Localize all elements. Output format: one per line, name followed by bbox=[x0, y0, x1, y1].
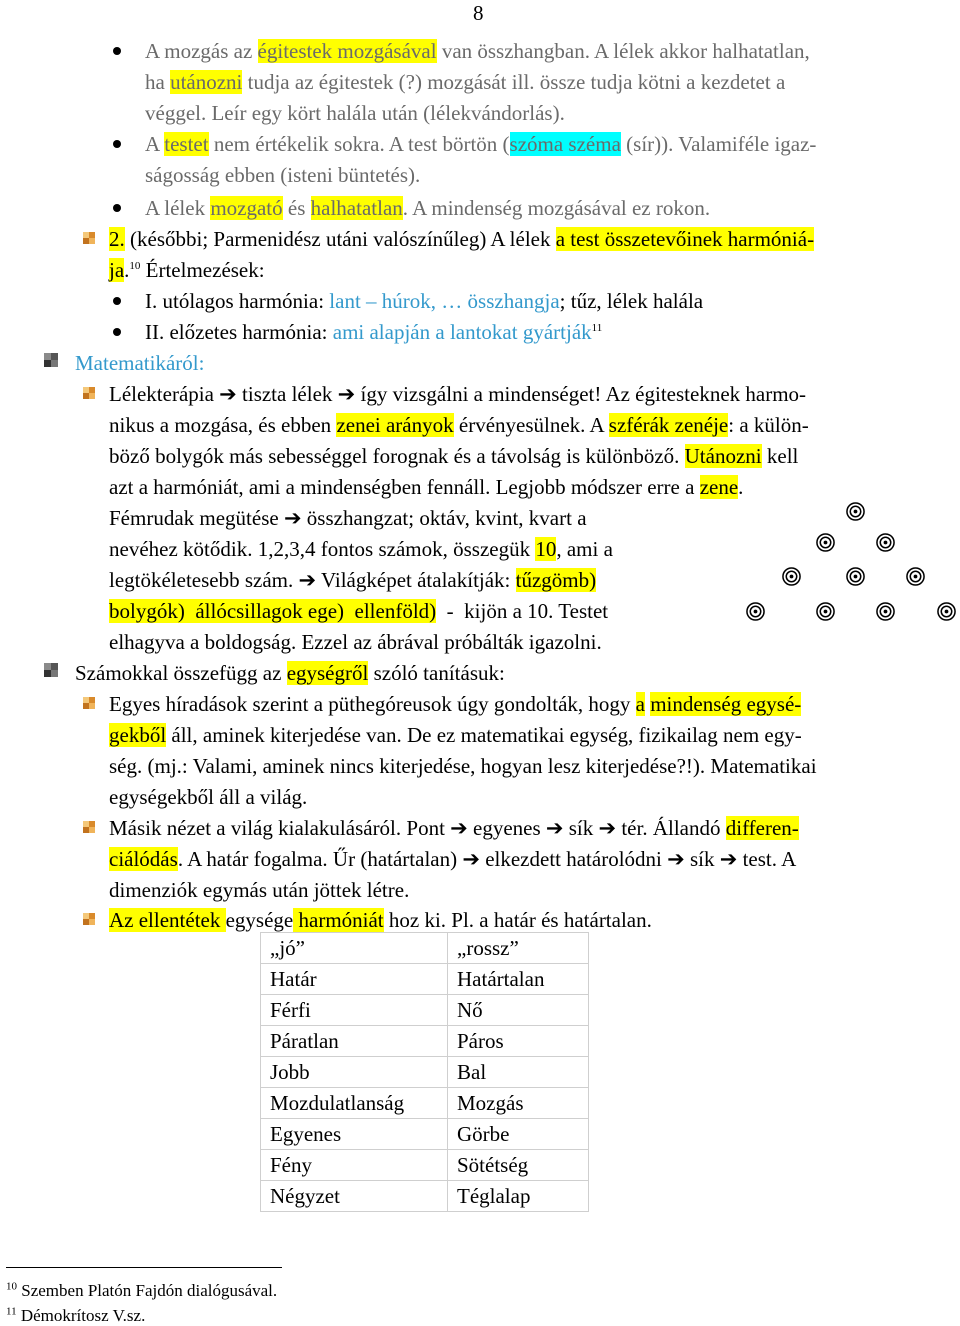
text-segment: . A határ fogalma. Űr (határtalan) ➔ elkezdett határolódni ➔ sík ➔ test. A bbox=[177, 847, 797, 871]
text-segment: halhatatlan bbox=[310, 196, 403, 220]
text-segment: véggel. Leír egy kört halála után (lélekvándorlás). bbox=[145, 101, 565, 125]
table-cell: Fény bbox=[261, 1150, 448, 1181]
text-segment: egysége bbox=[225, 908, 294, 932]
text-segment: böző bolygók más sebességgel forognak és a távolság is különböző. bbox=[109, 444, 685, 468]
footnote-11 bbox=[6, 1306, 145, 1326]
text-segment: és bbox=[282, 196, 311, 220]
square-bullet-icon bbox=[83, 913, 95, 925]
text-segment: áll, aminek kiterjedése van. De ez matematikai egység, fizikailag nem egy- bbox=[166, 723, 802, 747]
text-segment: mozgató bbox=[210, 196, 283, 220]
table-cell: Egyenes bbox=[261, 1119, 448, 1150]
text-segment: gekből bbox=[109, 723, 167, 747]
text-line bbox=[109, 412, 809, 438]
text-segment: ha bbox=[145, 70, 171, 94]
text-segment: zenei arányok bbox=[336, 413, 454, 437]
table-row bbox=[261, 1026, 589, 1057]
table-cell: Görbe bbox=[448, 1119, 589, 1150]
text-segment: nem értékelik sokra. A test börtön ( bbox=[208, 132, 510, 156]
text-segment: azt a harmóniát, ami a mindenségben fennáll. Legjobb módszer erre a bbox=[109, 475, 700, 499]
text-segment: bolygók) állócsillagok ege) ellenföld) bbox=[109, 599, 437, 623]
text-segment: a test összetevőinek harmóniá- bbox=[555, 227, 815, 251]
round-bullet-icon bbox=[113, 297, 121, 305]
text-line bbox=[109, 257, 265, 283]
opposites-table bbox=[260, 932, 589, 1212]
text-segment: testet bbox=[164, 132, 209, 156]
text-segment: érvényesülnek. A bbox=[453, 413, 609, 437]
concentric-circle-icon bbox=[846, 567, 865, 586]
footnote-ref: 10 bbox=[129, 260, 141, 272]
footnote-separator bbox=[6, 1267, 282, 1268]
table-cell: Nő bbox=[448, 995, 589, 1026]
text-line bbox=[109, 815, 799, 841]
concentric-circle-icon bbox=[937, 602, 956, 621]
table-cell: Jobb bbox=[261, 1057, 448, 1088]
text-line bbox=[109, 598, 608, 624]
text-segment: van összhangban. A lélek akkor halhatatlan, bbox=[436, 39, 810, 63]
text-line bbox=[75, 350, 204, 376]
text-line bbox=[145, 69, 785, 95]
text-segment: zene bbox=[699, 475, 739, 499]
text-line bbox=[145, 319, 602, 345]
text-segment: tudja az égitestek (?) mozgását ill. össze tudja kötni a kezdetet a bbox=[242, 70, 786, 94]
text-line bbox=[109, 784, 307, 810]
text-segment: szférák zenéje bbox=[608, 413, 729, 437]
footnote-text: Démokrítosz V.sz. bbox=[16, 1306, 146, 1325]
concentric-circle-icon bbox=[746, 602, 765, 621]
table-row bbox=[261, 1088, 589, 1119]
table-cell: Páratlan bbox=[261, 1026, 448, 1057]
table-row bbox=[261, 1057, 589, 1088]
text-segment: : a külön- bbox=[728, 413, 809, 437]
concentric-circle-icon bbox=[782, 567, 801, 586]
text-segment: 10 bbox=[535, 537, 557, 561]
concentric-circle-icon bbox=[816, 602, 835, 621]
footnote-number: 11 bbox=[6, 1305, 17, 1318]
round-bullet-icon bbox=[113, 204, 121, 212]
text-segment: szóló tanításuk: bbox=[368, 661, 505, 685]
square-bullet-icon bbox=[83, 232, 95, 244]
text-segment: égitestek mozgásával bbox=[257, 39, 437, 63]
text-segment: ség. (mj.: Valami, aminek nincs kiterjedése, hogyan lesz kiterjedése?!). Matematikai bbox=[109, 754, 817, 778]
table-cell: Mozgás bbox=[448, 1088, 589, 1119]
text-segment: Másik nézet a világ kialakulásáról. Pont ➔ egyenes ➔ sík ➔ tér. Állandó bbox=[109, 816, 726, 840]
text-segment: A lélek bbox=[145, 196, 211, 220]
text-segment: szóma széma bbox=[509, 132, 621, 156]
text-segment: utánozni bbox=[170, 70, 243, 94]
text-segment: . bbox=[738, 475, 744, 499]
concentric-circle-icon bbox=[906, 567, 925, 586]
square-bullet-icon bbox=[83, 697, 95, 709]
text-segment: (sír)). Valamiféle igaz- bbox=[620, 132, 817, 156]
table-cell: Téglalap bbox=[448, 1181, 589, 1212]
text-segment: nevéhez kötődik. 1,2,3,4 fontos számok, összegük bbox=[109, 537, 536, 561]
table-header-row bbox=[261, 933, 589, 964]
text-segment: lant – húrok, … összhangja bbox=[329, 289, 560, 313]
text-line bbox=[145, 100, 565, 126]
text-segment: A mozgás az bbox=[145, 39, 258, 63]
table-cell: Bal bbox=[448, 1057, 589, 1088]
text-segment: , ami a bbox=[556, 537, 613, 561]
text-segment: . A mindenség mozgásával ez rokon. bbox=[402, 196, 711, 220]
text-line bbox=[145, 288, 703, 314]
round-bullet-icon bbox=[113, 47, 121, 55]
text-segment: 2. bbox=[109, 227, 125, 251]
table-cell: „rossz” bbox=[448, 933, 589, 964]
table-cell: Páros bbox=[448, 1026, 589, 1057]
text-segment: Fémrudak megütése ➔ összhangzat; oktáv, kvint, kvart a bbox=[109, 506, 587, 530]
table-cell: Férfi bbox=[261, 995, 448, 1026]
text-segment: ; tűz, lélek halála bbox=[559, 289, 704, 313]
text-segment: Matematikáról: bbox=[75, 351, 205, 375]
text-line bbox=[109, 877, 409, 903]
footnote-ref: 11 bbox=[591, 322, 603, 334]
text-segment: kell bbox=[761, 444, 799, 468]
text-segment: egységekből áll a világ. bbox=[109, 785, 308, 809]
text-segment: Az ellentétek bbox=[109, 908, 226, 932]
text-line bbox=[109, 907, 652, 933]
table-row bbox=[261, 1181, 589, 1212]
concentric-circle-icon bbox=[846, 502, 865, 521]
text-segment: harmóniát bbox=[293, 908, 384, 932]
round-bullet-icon bbox=[113, 140, 121, 148]
table-row bbox=[261, 1150, 589, 1181]
text-segment: mindenség egysé- bbox=[650, 692, 802, 716]
text-segment: a bbox=[635, 692, 645, 716]
text-line bbox=[145, 195, 710, 221]
text-line bbox=[109, 753, 817, 779]
text-segment: Utánozni bbox=[684, 444, 762, 468]
table-cell: Négyzet bbox=[261, 1181, 448, 1212]
text-segment: A bbox=[145, 132, 165, 156]
text-segment: dimenziók egymás után jöttek létre. bbox=[109, 878, 410, 902]
text-line bbox=[109, 226, 814, 252]
text-line bbox=[109, 474, 743, 500]
table-cell: Határtalan bbox=[448, 964, 589, 995]
text-segment: ciálódás bbox=[109, 847, 178, 871]
text-segment: egységről bbox=[286, 661, 369, 685]
text-segment: II. előzetes harmónia: bbox=[145, 320, 333, 344]
text-line bbox=[109, 381, 806, 407]
footnote-10 bbox=[6, 1281, 277, 1301]
square-bullet-icon bbox=[44, 353, 58, 367]
text-line bbox=[145, 131, 816, 157]
table-row bbox=[261, 964, 589, 995]
page-number: 8 bbox=[473, 1, 484, 25]
text-segment: Egyes híradások szerint a püthegóreusok úgy gondolták, hogy bbox=[109, 692, 636, 716]
text-segment: tűzgömb) bbox=[515, 568, 597, 592]
concentric-circle-icon bbox=[816, 533, 835, 552]
square-bullet-icon bbox=[83, 821, 95, 833]
text-line bbox=[109, 691, 801, 717]
text-line bbox=[109, 536, 613, 562]
square-bullet-icon bbox=[83, 387, 95, 399]
text-segment: differen- bbox=[725, 816, 799, 840]
table-cell: „jó” bbox=[261, 933, 448, 964]
text-segment: ami alapján a lantokat gyártják bbox=[332, 320, 592, 344]
text-segment: Számokkal összefügg az bbox=[75, 661, 287, 685]
footnote-text: Szemben Platón Fajdón dialógusával. bbox=[17, 1281, 278, 1300]
text-segment: I. utólagos harmónia: bbox=[145, 289, 330, 313]
text-line bbox=[145, 162, 420, 188]
concentric-circle-icon bbox=[876, 602, 895, 621]
table-row bbox=[261, 1119, 589, 1150]
text-line bbox=[109, 443, 798, 469]
text-segment: - kijön a 10. Testet bbox=[436, 599, 609, 623]
text-segment: (későbbi; Parmenidész utáni valószínűleg) A lélek bbox=[124, 227, 556, 251]
text-segment: elhagyva a boldogság. Ezzel az ábrával próbálták igazolni. bbox=[109, 630, 602, 654]
text-line bbox=[75, 660, 505, 686]
footnote-number: 10 bbox=[6, 1280, 17, 1293]
text-line bbox=[109, 567, 596, 593]
text-segment: ja bbox=[109, 258, 125, 282]
text-segment: nikus a mozgása, és ebben bbox=[109, 413, 337, 437]
text-line bbox=[109, 846, 796, 872]
table-cell: Mozdulatlanság bbox=[261, 1088, 448, 1119]
text-line bbox=[109, 629, 602, 655]
text-segment: . bbox=[124, 258, 130, 282]
table-cell: Sötétség bbox=[448, 1150, 589, 1181]
concentric-circle-icon bbox=[876, 533, 895, 552]
text-line bbox=[145, 38, 810, 64]
text-line bbox=[109, 505, 587, 531]
text-segment: Lélekterápia ➔ tiszta lélek ➔ így vizsgálni a mindenséget! Az égitesteknek harmo- bbox=[109, 382, 807, 406]
text-segment: legtökéletesebb szám. ➔ Világképet átalakítják: bbox=[109, 568, 516, 592]
text-line bbox=[109, 722, 802, 748]
text-segment: Értelmezések: bbox=[140, 258, 265, 282]
text-segment: ságosság ebben (isteni büntetés). bbox=[145, 163, 421, 187]
square-bullet-icon bbox=[44, 663, 58, 677]
round-bullet-icon bbox=[113, 328, 121, 336]
table-cell: Határ bbox=[261, 964, 448, 995]
text-segment: hoz ki. Pl. a határ és határtalan. bbox=[383, 908, 652, 932]
table-row bbox=[261, 995, 589, 1026]
